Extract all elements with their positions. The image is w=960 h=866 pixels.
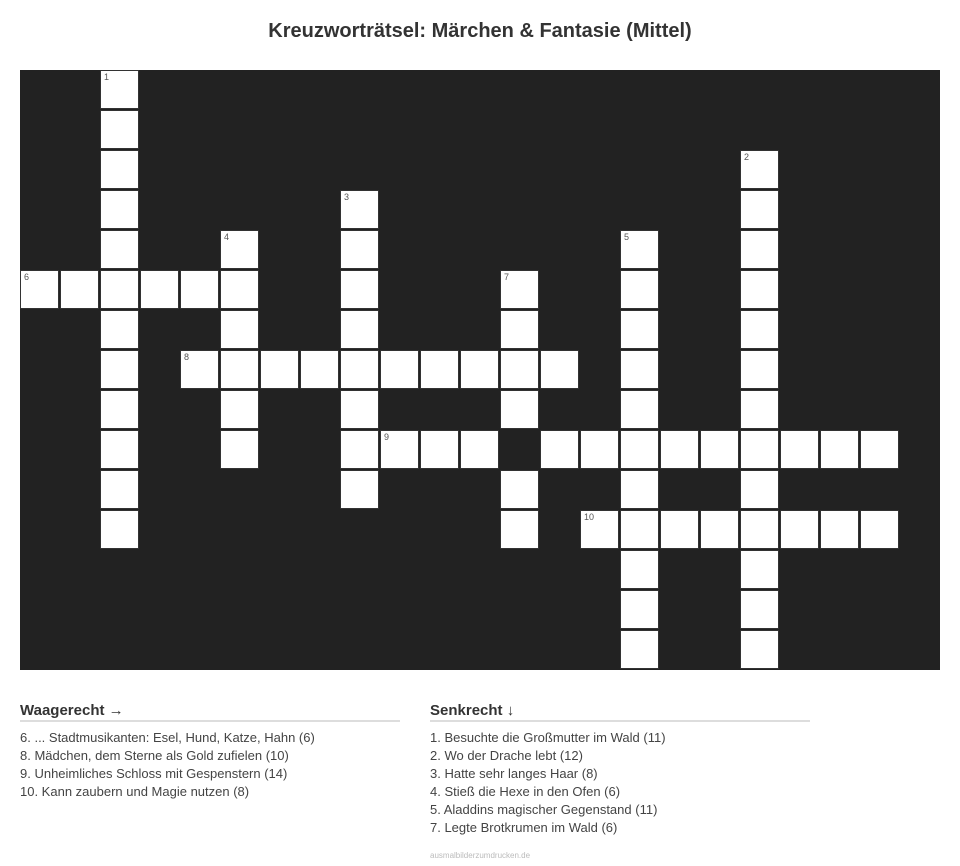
grid-cell[interactable] [180, 350, 219, 389]
grid-cell[interactable] [700, 510, 739, 549]
grid-cell[interactable] [620, 230, 659, 269]
grid-cell[interactable] [660, 510, 699, 549]
grid-cell[interactable] [740, 310, 779, 349]
grid-cell[interactable] [820, 430, 859, 469]
down-heading: Senkrecht ↓ [430, 702, 810, 722]
clue-number: 2 [744, 152, 750, 162]
grid-cell[interactable] [100, 150, 139, 189]
grid-cell[interactable] [620, 590, 659, 629]
grid-cell[interactable] [620, 270, 659, 309]
grid-cell[interactable] [740, 550, 779, 589]
grid-cell[interactable] [340, 190, 379, 229]
grid-cell[interactable] [620, 630, 659, 669]
grid-cell[interactable] [220, 270, 259, 309]
grid-cell[interactable] [340, 390, 379, 429]
grid-cell[interactable] [740, 190, 779, 229]
grid-cell[interactable] [740, 470, 779, 509]
grid-cell[interactable] [540, 350, 579, 389]
grid-cell[interactable] [740, 430, 779, 469]
grid-cell[interactable] [780, 510, 819, 549]
across-heading: Waagerecht → [20, 702, 400, 722]
grid-cell[interactable] [100, 350, 139, 389]
grid-cell[interactable] [540, 430, 579, 469]
down-clue: 2. Wo der Drache lebt (12) [430, 748, 583, 763]
grid-cell[interactable] [220, 230, 259, 269]
grid-cell[interactable] [740, 350, 779, 389]
footer-credit: ausmalbilderzumdrucken.de [430, 851, 531, 860]
grid-cell[interactable] [620, 310, 659, 349]
grid-cell[interactable] [340, 230, 379, 269]
grid-cell[interactable] [500, 510, 539, 549]
grid-cell[interactable] [740, 270, 779, 309]
grid-cell[interactable] [700, 430, 739, 469]
grid-cell[interactable] [180, 270, 219, 309]
down-clue: 1. Besuchte die Großmutter im Wald (11) [430, 730, 666, 745]
grid-cell[interactable] [460, 430, 499, 469]
clue-number: 6 [24, 272, 30, 282]
grid-cell[interactable] [380, 350, 419, 389]
grid-cell[interactable] [620, 350, 659, 389]
down-clue: 4. Stieß die Hexe in den Ofen (6) [430, 784, 621, 799]
grid-cell[interactable] [460, 350, 499, 389]
across-clue: 8. Mädchen, dem Sterne als Gold zufielen (10) [20, 748, 289, 763]
grid-cell[interactable] [780, 430, 819, 469]
grid-cell[interactable] [340, 430, 379, 469]
grid-cell[interactable] [740, 510, 779, 549]
grid-cell[interactable] [740, 590, 779, 629]
grid-cell[interactable] [620, 510, 659, 549]
grid-cell[interactable] [580, 510, 619, 549]
grid-cell[interactable] [580, 430, 619, 469]
clue-number: 4 [224, 232, 230, 242]
grid-cell[interactable] [420, 430, 459, 469]
grid-cell[interactable] [220, 350, 259, 389]
grid-cell[interactable] [740, 390, 779, 429]
grid-cell[interactable] [100, 390, 139, 429]
grid-cell[interactable] [100, 470, 139, 509]
grid-cell[interactable] [20, 270, 59, 309]
grid-cell[interactable] [500, 350, 539, 389]
grid-cell[interactable] [860, 510, 899, 549]
across-clue: 9. Unheimliches Schloss mit Gespenstern (14) [20, 766, 288, 781]
grid-cell[interactable] [220, 430, 259, 469]
across-clue: 10. Kann zaubern und Magie nutzen (8) [20, 784, 250, 799]
grid-cell[interactable] [140, 270, 179, 309]
grid-cell[interactable] [100, 70, 139, 109]
grid-cell[interactable] [500, 470, 539, 509]
grid-cell[interactable] [420, 350, 459, 389]
clue-number: 8 [184, 352, 190, 362]
clue-number: 1 [104, 72, 110, 82]
grid-cell[interactable] [100, 110, 139, 149]
grid-cell[interactable] [620, 390, 659, 429]
grid-cell[interactable] [100, 430, 139, 469]
down-clues [430, 702, 810, 837]
grid-cell[interactable] [220, 310, 259, 349]
clue-number: 9 [384, 432, 390, 442]
grid-cell[interactable] [340, 470, 379, 509]
grid-cell[interactable] [860, 430, 899, 469]
grid-cell[interactable] [100, 190, 139, 229]
grid-cell[interactable] [660, 430, 699, 469]
across-clue: 6. ... Stadtmusikanten: Esel, Hund, Katze, Hahn (6) [20, 730, 315, 745]
grid-cell[interactable] [500, 310, 539, 349]
grid-cell[interactable] [740, 630, 779, 669]
grid-cell[interactable] [260, 350, 299, 389]
down-clue: 3. Hatte sehr langes Haar (8) [430, 766, 598, 781]
crossword-grid [20, 70, 940, 670]
down-clue: 5. Aladdins magischer Gegenstand (11) [430, 802, 658, 817]
grid-cell[interactable] [100, 230, 139, 269]
grid-cell[interactable] [620, 430, 659, 469]
grid-cell[interactable] [500, 390, 539, 429]
down-clue: 7. Legte Brotkrumen im Wald (6) [430, 820, 618, 835]
grid-cell[interactable] [380, 430, 419, 469]
grid-cell[interactable] [620, 550, 659, 589]
grid-cell[interactable] [340, 350, 379, 389]
grid-cell[interactable] [100, 510, 139, 549]
grid-cell[interactable] [340, 310, 379, 349]
clue-number: 7 [504, 272, 510, 282]
grid-cell[interactable] [100, 270, 139, 309]
grid-cell[interactable] [300, 350, 339, 389]
clue-number: 10 [584, 512, 595, 522]
grid-cell[interactable] [820, 510, 859, 549]
grid-cell[interactable] [220, 390, 259, 429]
grid-cell[interactable] [500, 270, 539, 309]
grid-cell[interactable] [340, 270, 379, 309]
grid-cell[interactable] [60, 270, 99, 309]
grid-cell[interactable] [620, 470, 659, 509]
clue-number: 3 [344, 192, 350, 202]
clue-number: 5 [624, 232, 630, 242]
grid-cell[interactable] [740, 150, 779, 189]
grid-cell[interactable] [100, 310, 139, 349]
across-clues [20, 702, 400, 801]
page-title: Kreuzworträtsel: Märchen & Fantasie (Mittel) [268, 20, 692, 42]
grid-cell[interactable] [740, 230, 779, 269]
